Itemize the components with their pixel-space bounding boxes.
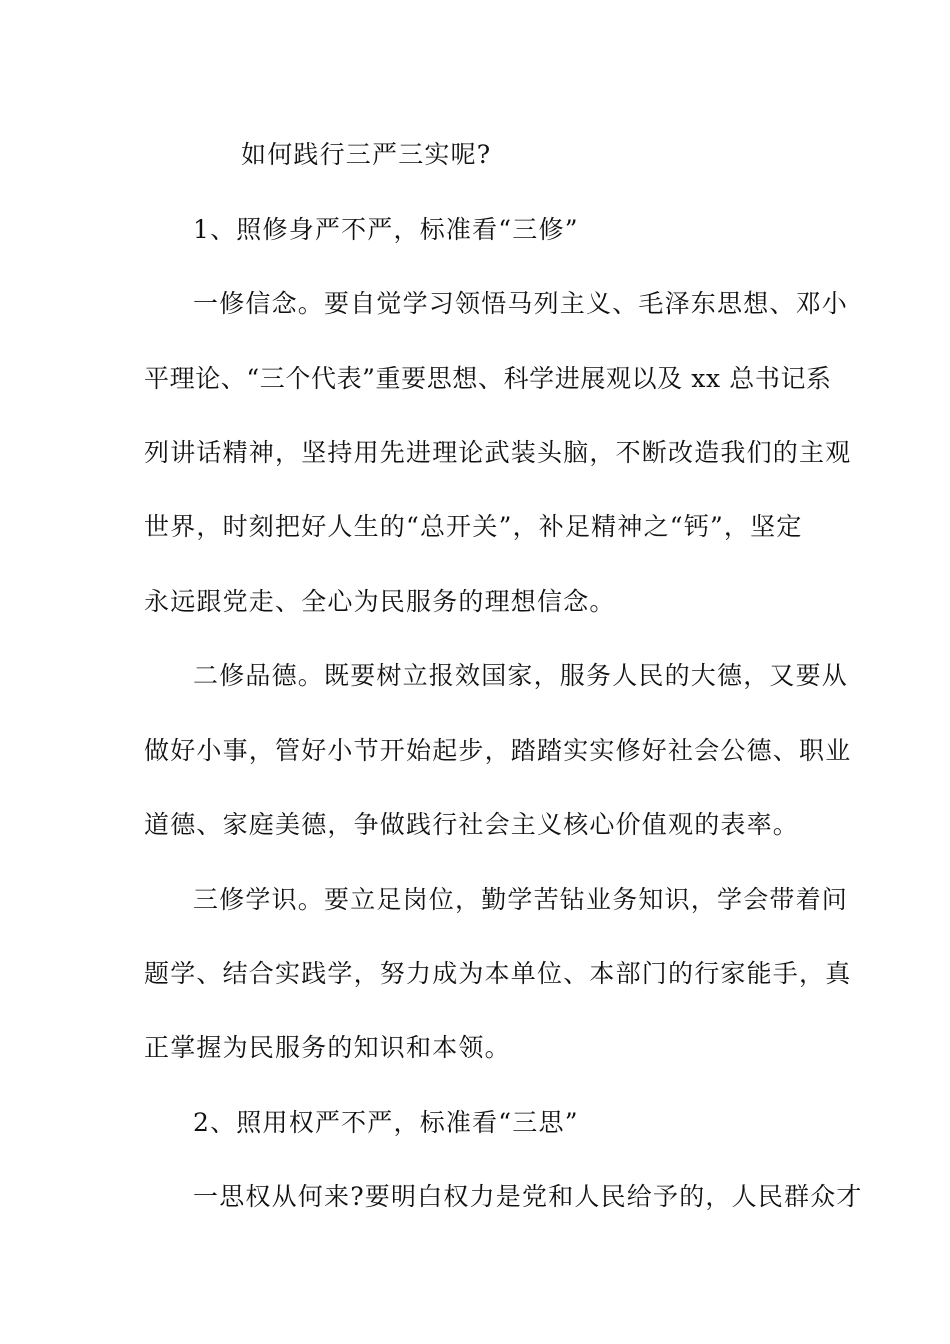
- document-title: 如何践行三严三实呢?: [241, 140, 492, 169]
- section-heading: 2、照用权严不严，标准看“三思”: [193, 1108, 579, 1137]
- paragraph-line: 永远跟党走、全心为民服务的理想信念。: [144, 587, 616, 616]
- paragraph-line: 平理论、“三个代表”重要思想、科学进展观以及 xx 总书记系: [144, 364, 832, 393]
- paragraph-line: 二修品德。既要树立报效国家，服务人民的大德，又要从: [193, 661, 849, 690]
- paragraph-line: 列讲话精神，坚持用先进理论武装头脑，不断改造我们的主观: [144, 438, 852, 467]
- paragraph-line: 一修信念。要自觉学习领悟马列主义、毛泽东思想、邓小: [193, 289, 849, 318]
- paragraph-line: 一思权从何来?要明白权力是党和人民给予的，人民群众才: [193, 1182, 863, 1211]
- paragraph-line: 道德、家庭美德，争做践行社会主义核心价值观的表率。: [144, 810, 800, 839]
- section-heading: 1、照修身严不严，标准看“三修”: [193, 215, 579, 244]
- paragraph-line: 做好小事，管好小节开始起步，踏踏实实修好社会公德、职业: [144, 736, 852, 765]
- paragraph-line: 正掌握为民服务的知识和本领。: [144, 1033, 511, 1062]
- paragraph-line: 三修学识。要立足岗位，勤学苦钻业务知识，学会带着问: [193, 885, 849, 914]
- paragraph-line: 世界，时刻把好人生的“总开关”，补足精神之“钙”，坚定: [144, 512, 803, 541]
- paragraph-line: 题学、结合实践学，努力成为本单位、本部门的行家能手，真: [144, 959, 852, 988]
